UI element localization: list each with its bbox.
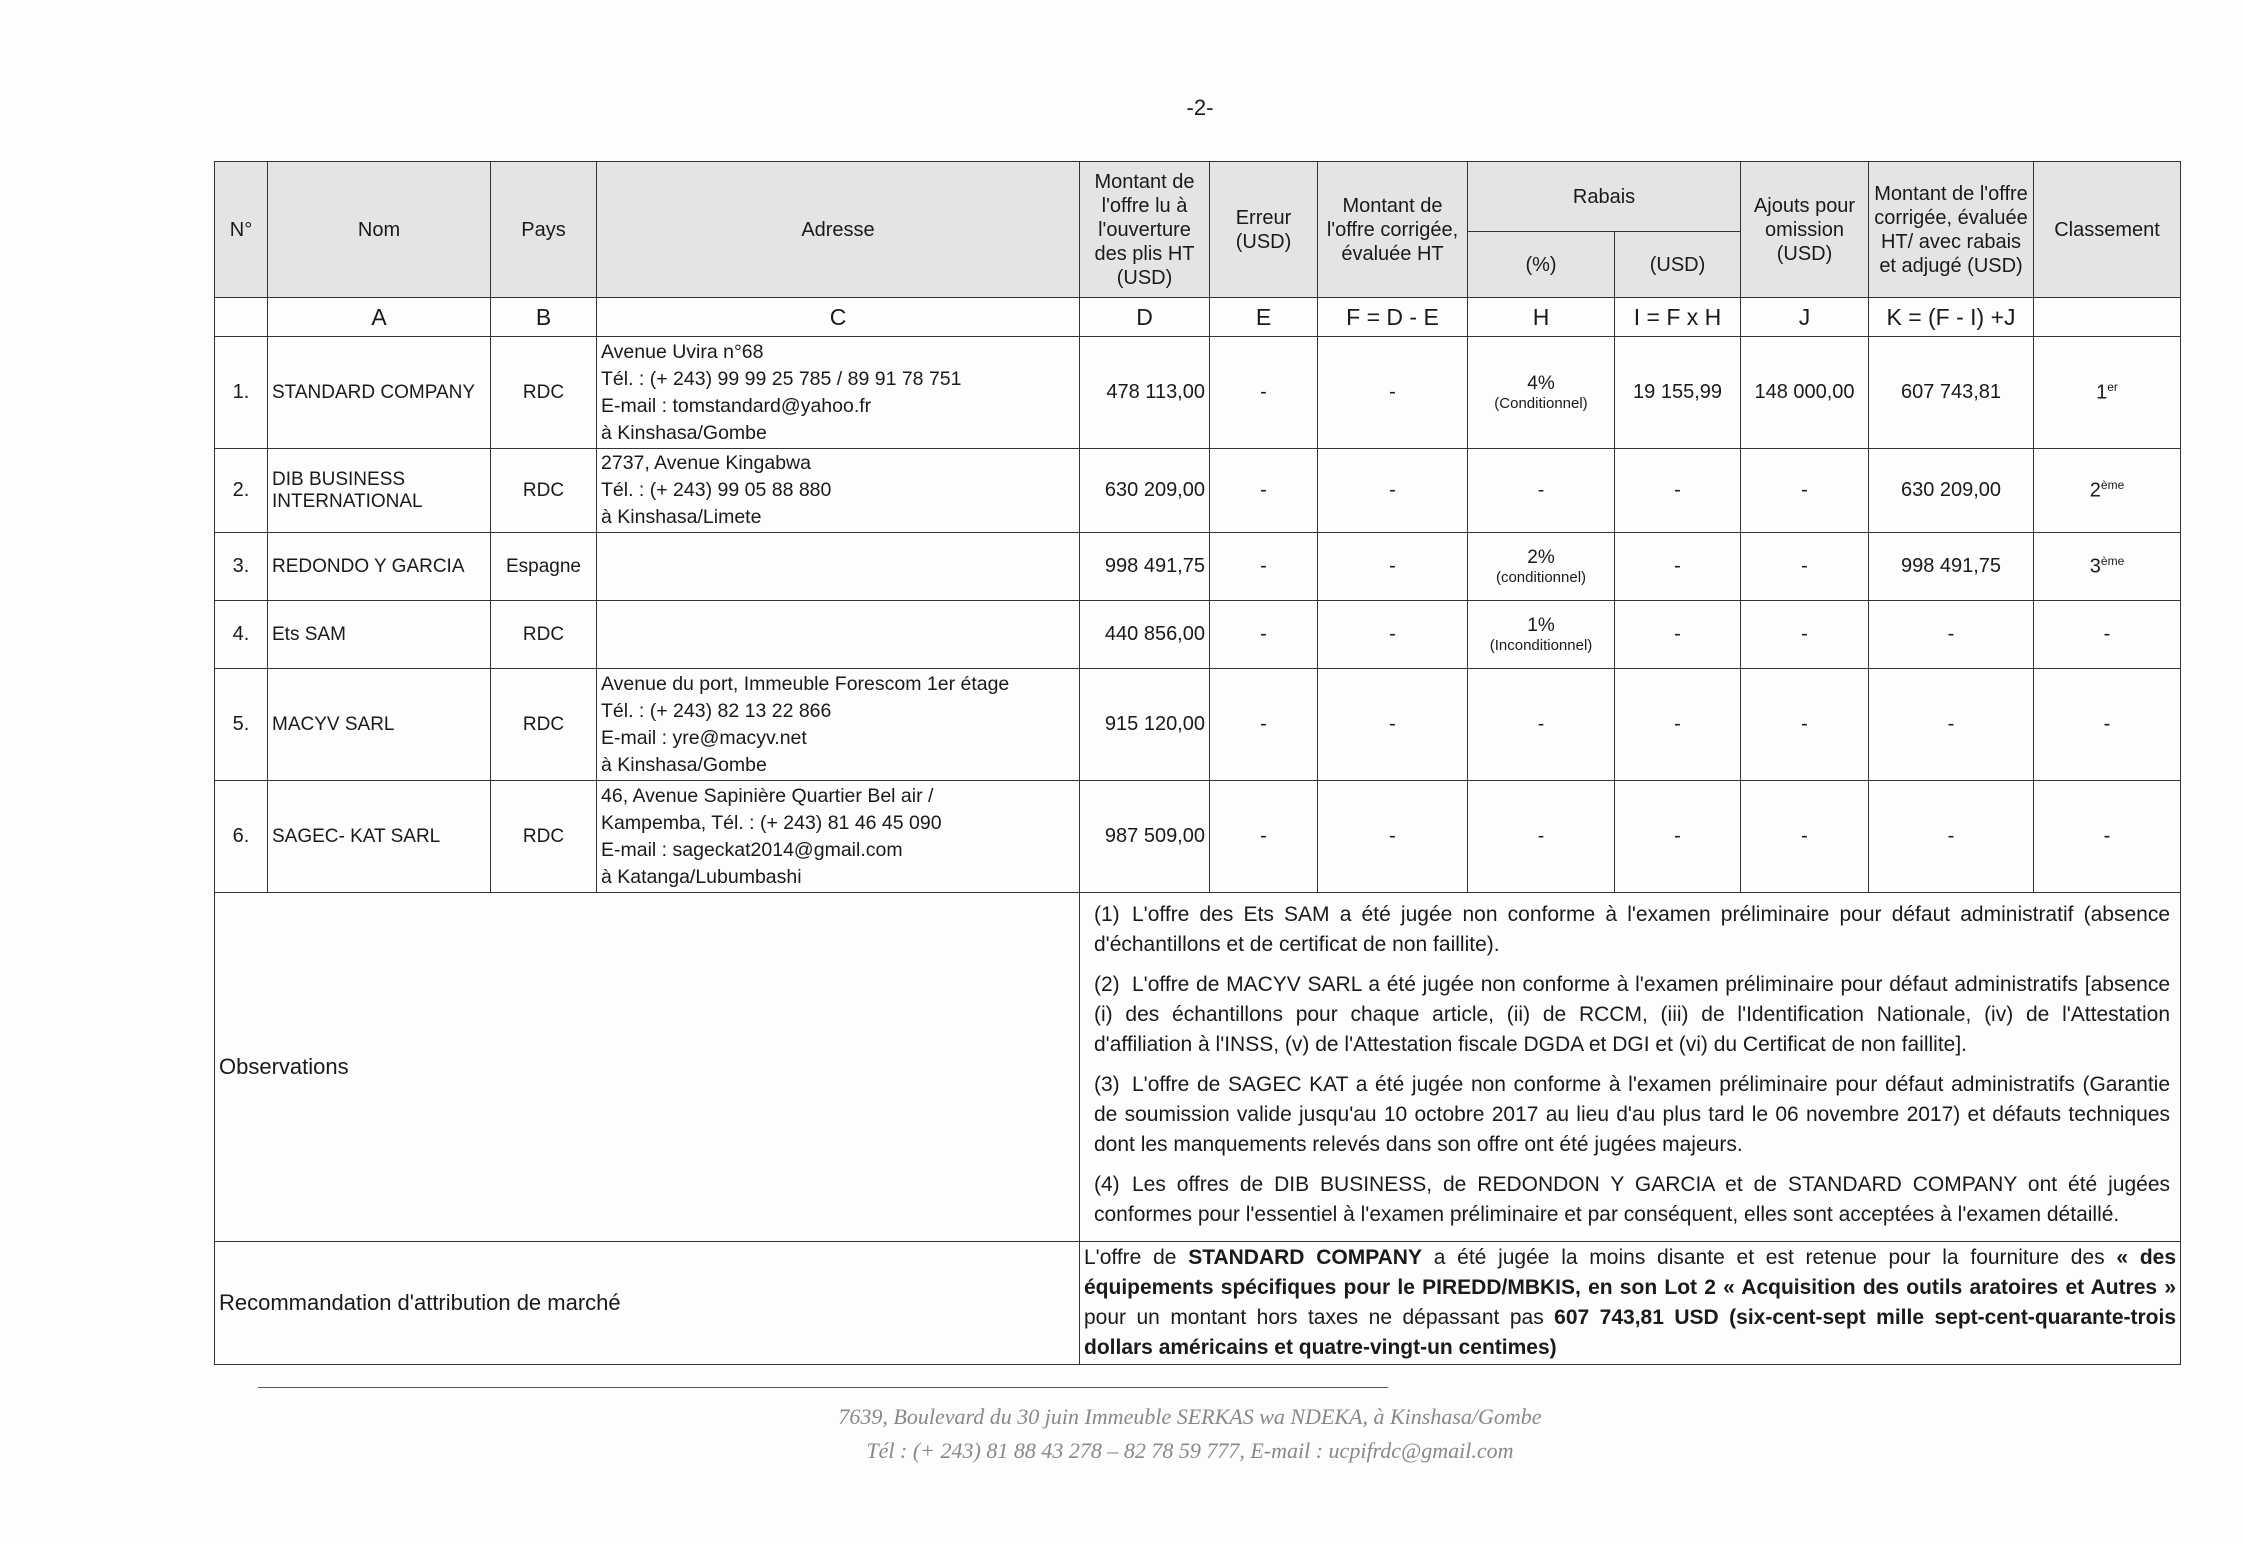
bid-amount: 478 113,00 — [1080, 337, 1210, 449]
bidder-row — [215, 533, 2181, 601]
letter-b: B — [491, 298, 597, 337]
corrected-amount: - — [1318, 449, 1468, 533]
bidder-name: Ets SAM — [268, 601, 491, 669]
observation-text: L'offre des Ets SAM a été jugée non conforme à l'examen préliminaire pour défaut administratif (absence d'échantillons et de certificat de non faillite). — [1094, 903, 2171, 956]
observation-number: (1) — [1094, 903, 1120, 926]
header-pays: Pays — [491, 162, 597, 298]
recommendation-label: Recommandation d'attribution de marché — [215, 1242, 1080, 1365]
ranking-value: 2 — [2089, 479, 2101, 502]
bidder-address — [597, 669, 1080, 781]
bidder-row — [215, 337, 2181, 449]
bidder-name: MACYV SARL — [268, 669, 491, 781]
observations-content — [1080, 893, 2181, 1242]
ranking-value: - — [2103, 623, 2111, 645]
discount-condition: (conditionnel) — [1495, 568, 1587, 586]
footer-address: 7639, Boulevard du 30 juin Immeuble SERKAS wa NDEKA, à Kinshasa/Gombe — [838, 1404, 1542, 1429]
address-line: à Kinshasa/Gombe — [601, 753, 767, 776]
row-number: 2. — [215, 449, 268, 533]
row-number: 4. — [215, 601, 268, 669]
address-line: E-mail : sageckat2014@gmail.com — [601, 838, 903, 861]
address-line: à Kinshasa/Gombe — [601, 421, 767, 444]
bidder-country: RDC — [491, 781, 597, 893]
corrected-amount: - — [1318, 781, 1468, 893]
header-no: N° — [215, 162, 268, 298]
letter-f: F = D - E — [1318, 298, 1468, 337]
ranking-suffix: ème — [2100, 554, 2125, 569]
discount-usd: - — [1615, 601, 1741, 669]
discount-percent-value: 2% — [1527, 546, 1555, 568]
bid-amount: 998 491,75 — [1080, 533, 1210, 601]
recommendation-content — [1080, 1242, 2181, 1365]
address-line: Tél. : (+ 243) 82 13 22 866 — [601, 699, 832, 722]
ranking — [2034, 669, 2181, 781]
observations-label: Observations — [215, 893, 1080, 1242]
letter-i: I = F x H — [1615, 298, 1741, 337]
final-amount: - — [1869, 669, 2034, 781]
omission-additions: - — [1741, 533, 1869, 601]
address-line: Avenue Uvira n°68 — [601, 340, 764, 363]
ranking-suffix: ème — [2100, 478, 2125, 493]
bidder-country: RDC — [491, 601, 597, 669]
address-line: Tél. : (+ 243) 99 05 88 880 — [601, 479, 832, 501]
address-line: 2737, Avenue Kingabwa — [601, 452, 811, 474]
header-montant-final: Montant de l'offre corrigée, évaluée HT/ avec rabais et adjugé (USD) — [1869, 162, 2034, 298]
discount-percent-value: 4% — [1527, 372, 1555, 394]
ranking — [2034, 449, 2181, 533]
row-number: 5. — [215, 669, 268, 781]
header-rabais-pct: (%) — [1468, 232, 1615, 298]
discount-percent-value: - — [1537, 825, 1545, 847]
column-letters-row — [215, 298, 2181, 337]
bidder-country: RDC — [491, 337, 597, 449]
final-amount: - — [1869, 781, 2034, 893]
bidder-address — [597, 533, 1080, 601]
error-amount: - — [1210, 781, 1318, 893]
omission-additions: - — [1741, 449, 1869, 533]
discount-usd: - — [1615, 781, 1741, 893]
corrected-amount: - — [1318, 669, 1468, 781]
corrected-amount: - — [1318, 337, 1468, 449]
header-erreur: Erreur (USD) — [1210, 162, 1318, 298]
rec-lot: « des équipements spécifiques pour le PIREDD/MBKIS, en son Lot 2 « Acquisition des outils aratoires et Autres » — [1084, 1246, 2177, 1299]
rec-text-2: a été jugée la moins disante et est retenue pour la fourniture des — [1421, 1246, 2117, 1269]
bidder-country: RDC — [491, 449, 597, 533]
bidder-address — [597, 337, 1080, 449]
bidder-country: Espagne — [491, 533, 597, 601]
footer-divider — [258, 1387, 1388, 1388]
error-amount: - — [1210, 669, 1318, 781]
bidder-row — [215, 449, 2181, 533]
header-montant-offre: Montant de l'offre lu à l'ouverture des plis HT (USD) — [1080, 162, 1210, 298]
discount-percent-value: - — [1537, 479, 1545, 501]
discount-percent-value: 1% — [1527, 614, 1555, 636]
header-adresse: Adresse — [597, 162, 1080, 298]
error-amount: - — [1210, 449, 1318, 533]
bidder-address — [597, 449, 1080, 533]
ranking-value: 3 — [2089, 555, 2101, 578]
evaluation-table — [214, 161, 2181, 1365]
discount-percent-value: - — [1537, 713, 1545, 735]
address-line: 46, Avenue Sapinière Quartier Bel air / — [601, 784, 934, 807]
discount-usd: - — [1615, 533, 1741, 601]
final-amount: 630 209,00 — [1869, 449, 2034, 533]
omission-additions: 148 000,00 — [1741, 337, 1869, 449]
address-line: à Katanga/Lubumbashi — [601, 865, 802, 888]
header-rabais-usd: (USD) — [1615, 232, 1741, 298]
address-line: Tél. : (+ 243) 99 99 25 785 / 89 91 78 751 — [601, 367, 962, 390]
bidder-name: STANDARD COMPANY — [268, 337, 491, 449]
page-number: -2- — [1186, 95, 1214, 120]
rec-text-3: pour un montant hors taxes ne dépassant pas — [1084, 1306, 1555, 1329]
bidder-row — [215, 781, 2181, 893]
observation-number: (4) — [1094, 1173, 1120, 1196]
bid-amount: 440 856,00 — [1080, 601, 1210, 669]
letter-d: D — [1080, 298, 1210, 337]
bidder-address — [597, 601, 1080, 669]
header-rabais: Rabais — [1468, 162, 1741, 232]
rec-text-1: L'offre de — [1084, 1246, 1189, 1269]
omission-additions: - — [1741, 601, 1869, 669]
footer-contact: Tél : (+ 243) 81 88 43 278 – 82 78 59 777, E-mail : ucpifrdc@gmail.com — [866, 1438, 1514, 1463]
header-montant-corrige: Montant de l'offre corrigée, évaluée HT — [1318, 162, 1468, 298]
bidder-row — [215, 669, 2181, 781]
observation-item — [1094, 1170, 2170, 1230]
ranking-value: 1 — [2096, 381, 2108, 404]
ranking-suffix: er — [2107, 380, 2118, 395]
corrected-amount: - — [1318, 533, 1468, 601]
address-line: E-mail : yre@macyv.net — [601, 726, 807, 749]
observation-number: (3) — [1094, 1073, 1120, 1096]
row-number: 1. — [215, 337, 268, 449]
corrected-amount: - — [1318, 601, 1468, 669]
footer — [600, 1400, 1780, 1468]
final-amount: 607 743,81 — [1869, 337, 2034, 449]
row-number: 6. — [215, 781, 268, 893]
address-line: à Kinshasa/Limete — [601, 506, 762, 528]
address-line: Avenue du port, Immeuble Forescom 1er étage — [601, 672, 1010, 695]
rec-amount: 607 743,81 USD (six-cent-sept mille sept-cent-quarante-trois dollars américains et quatre-vingt-un centimes) — [1084, 1306, 2177, 1359]
observation-item — [1094, 900, 2170, 960]
bid-amount: 630 209,00 — [1080, 449, 1210, 533]
observation-text: L'offre de SAGEC KAT a été jugée non conforme à l'examen préliminaire pour défaut administratifs (Garantie de soumission valide jusqu'au 10 octobre 2017 au lieu d'au plus tard le 06 novembre 2017) et défauts techniques dont les manquements relevés dans son offre ont été jugées majeurs. — [1094, 1073, 2171, 1156]
error-amount: - — [1210, 337, 1318, 449]
final-amount: 998 491,75 — [1869, 533, 2034, 601]
row-number: 3. — [215, 533, 268, 601]
error-amount: - — [1210, 601, 1318, 669]
ranking — [2034, 533, 2181, 601]
ranking — [2034, 601, 2181, 669]
observation-text: L'offre de MACYV SARL a été jugée non conforme à l'examen préliminaire pour défaut administratifs [absence (i) des échantillons pour chaque article, (ii) de RCCM, (iii) de l'Identification Nationale, (iv) de l'Attestation d'affiliation à l'INSS, (v) de l'Attestation fiscale DGDA et DGI et (vi) du Certificat de non faillite]. — [1094, 973, 2171, 1056]
letter-j: J — [1741, 298, 1869, 337]
ranking-value: - — [2103, 825, 2111, 847]
observations-row — [215, 893, 2181, 1242]
header-classement: Classement — [2034, 162, 2181, 298]
ranking-value: - — [2103, 713, 2111, 735]
discount-percent — [1468, 601, 1615, 669]
bidder-row — [215, 601, 2181, 669]
omission-additions: - — [1741, 781, 1869, 893]
discount-condition: (Conditionnel) — [1494, 394, 1588, 412]
letter-c: C — [597, 298, 1080, 337]
address-line: Kampemba, Tél. : (+ 243) 81 46 45 090 — [601, 811, 942, 834]
letter-e: E — [1210, 298, 1318, 337]
bidder-name: REDONDO Y GARCIA — [268, 533, 491, 601]
letter-h: H — [1468, 298, 1615, 337]
discount-usd: - — [1615, 669, 1741, 781]
discount-condition: (Inconditionnel) — [1489, 636, 1593, 654]
observation-number: (2) — [1094, 973, 1120, 996]
observation-item — [1094, 1070, 2170, 1160]
bidder-country: RDC — [491, 669, 597, 781]
discount-percent — [1468, 449, 1615, 533]
header-nom: Nom — [268, 162, 491, 298]
bid-amount: 915 120,00 — [1080, 669, 1210, 781]
address-line: E-mail : tomstandard@yahoo.fr — [601, 394, 872, 417]
discount-usd: - — [1615, 449, 1741, 533]
header-ajouts: Ajouts pour omission (USD) — [1741, 162, 1869, 298]
rec-company: STANDARD COMPANY — [1188, 1246, 1422, 1269]
discount-percent — [1468, 533, 1615, 601]
bidder-address — [597, 781, 1080, 893]
bidder-name: DIB BUSINESS INTERNATIONAL — [268, 449, 491, 533]
letter-k: K = (F - I) +J — [1869, 298, 2034, 337]
error-amount: - — [1210, 533, 1318, 601]
ranking — [2034, 781, 2181, 893]
final-amount: - — [1869, 601, 2034, 669]
observation-text: Les offres de DIB BUSINESS, de REDONDON Y GARCIA et de STANDARD COMPANY ont été jugées conformes pour l'essentiel à l'examen préliminaire et par conséquent, elles sont acceptées à l'examen détaillé. — [1094, 1173, 2171, 1226]
discount-percent — [1468, 337, 1615, 449]
letter-a: A — [268, 298, 491, 337]
observation-item — [1094, 970, 2170, 1060]
recommendation-row — [215, 1242, 2181, 1365]
ranking — [2034, 337, 2181, 449]
discount-percent — [1468, 781, 1615, 893]
discount-usd: 19 155,99 — [1615, 337, 1741, 449]
omission-additions: - — [1741, 669, 1869, 781]
bidder-name: SAGEC- KAT SARL — [268, 781, 491, 893]
discount-percent — [1468, 669, 1615, 781]
bid-amount: 987 509,00 — [1080, 781, 1210, 893]
